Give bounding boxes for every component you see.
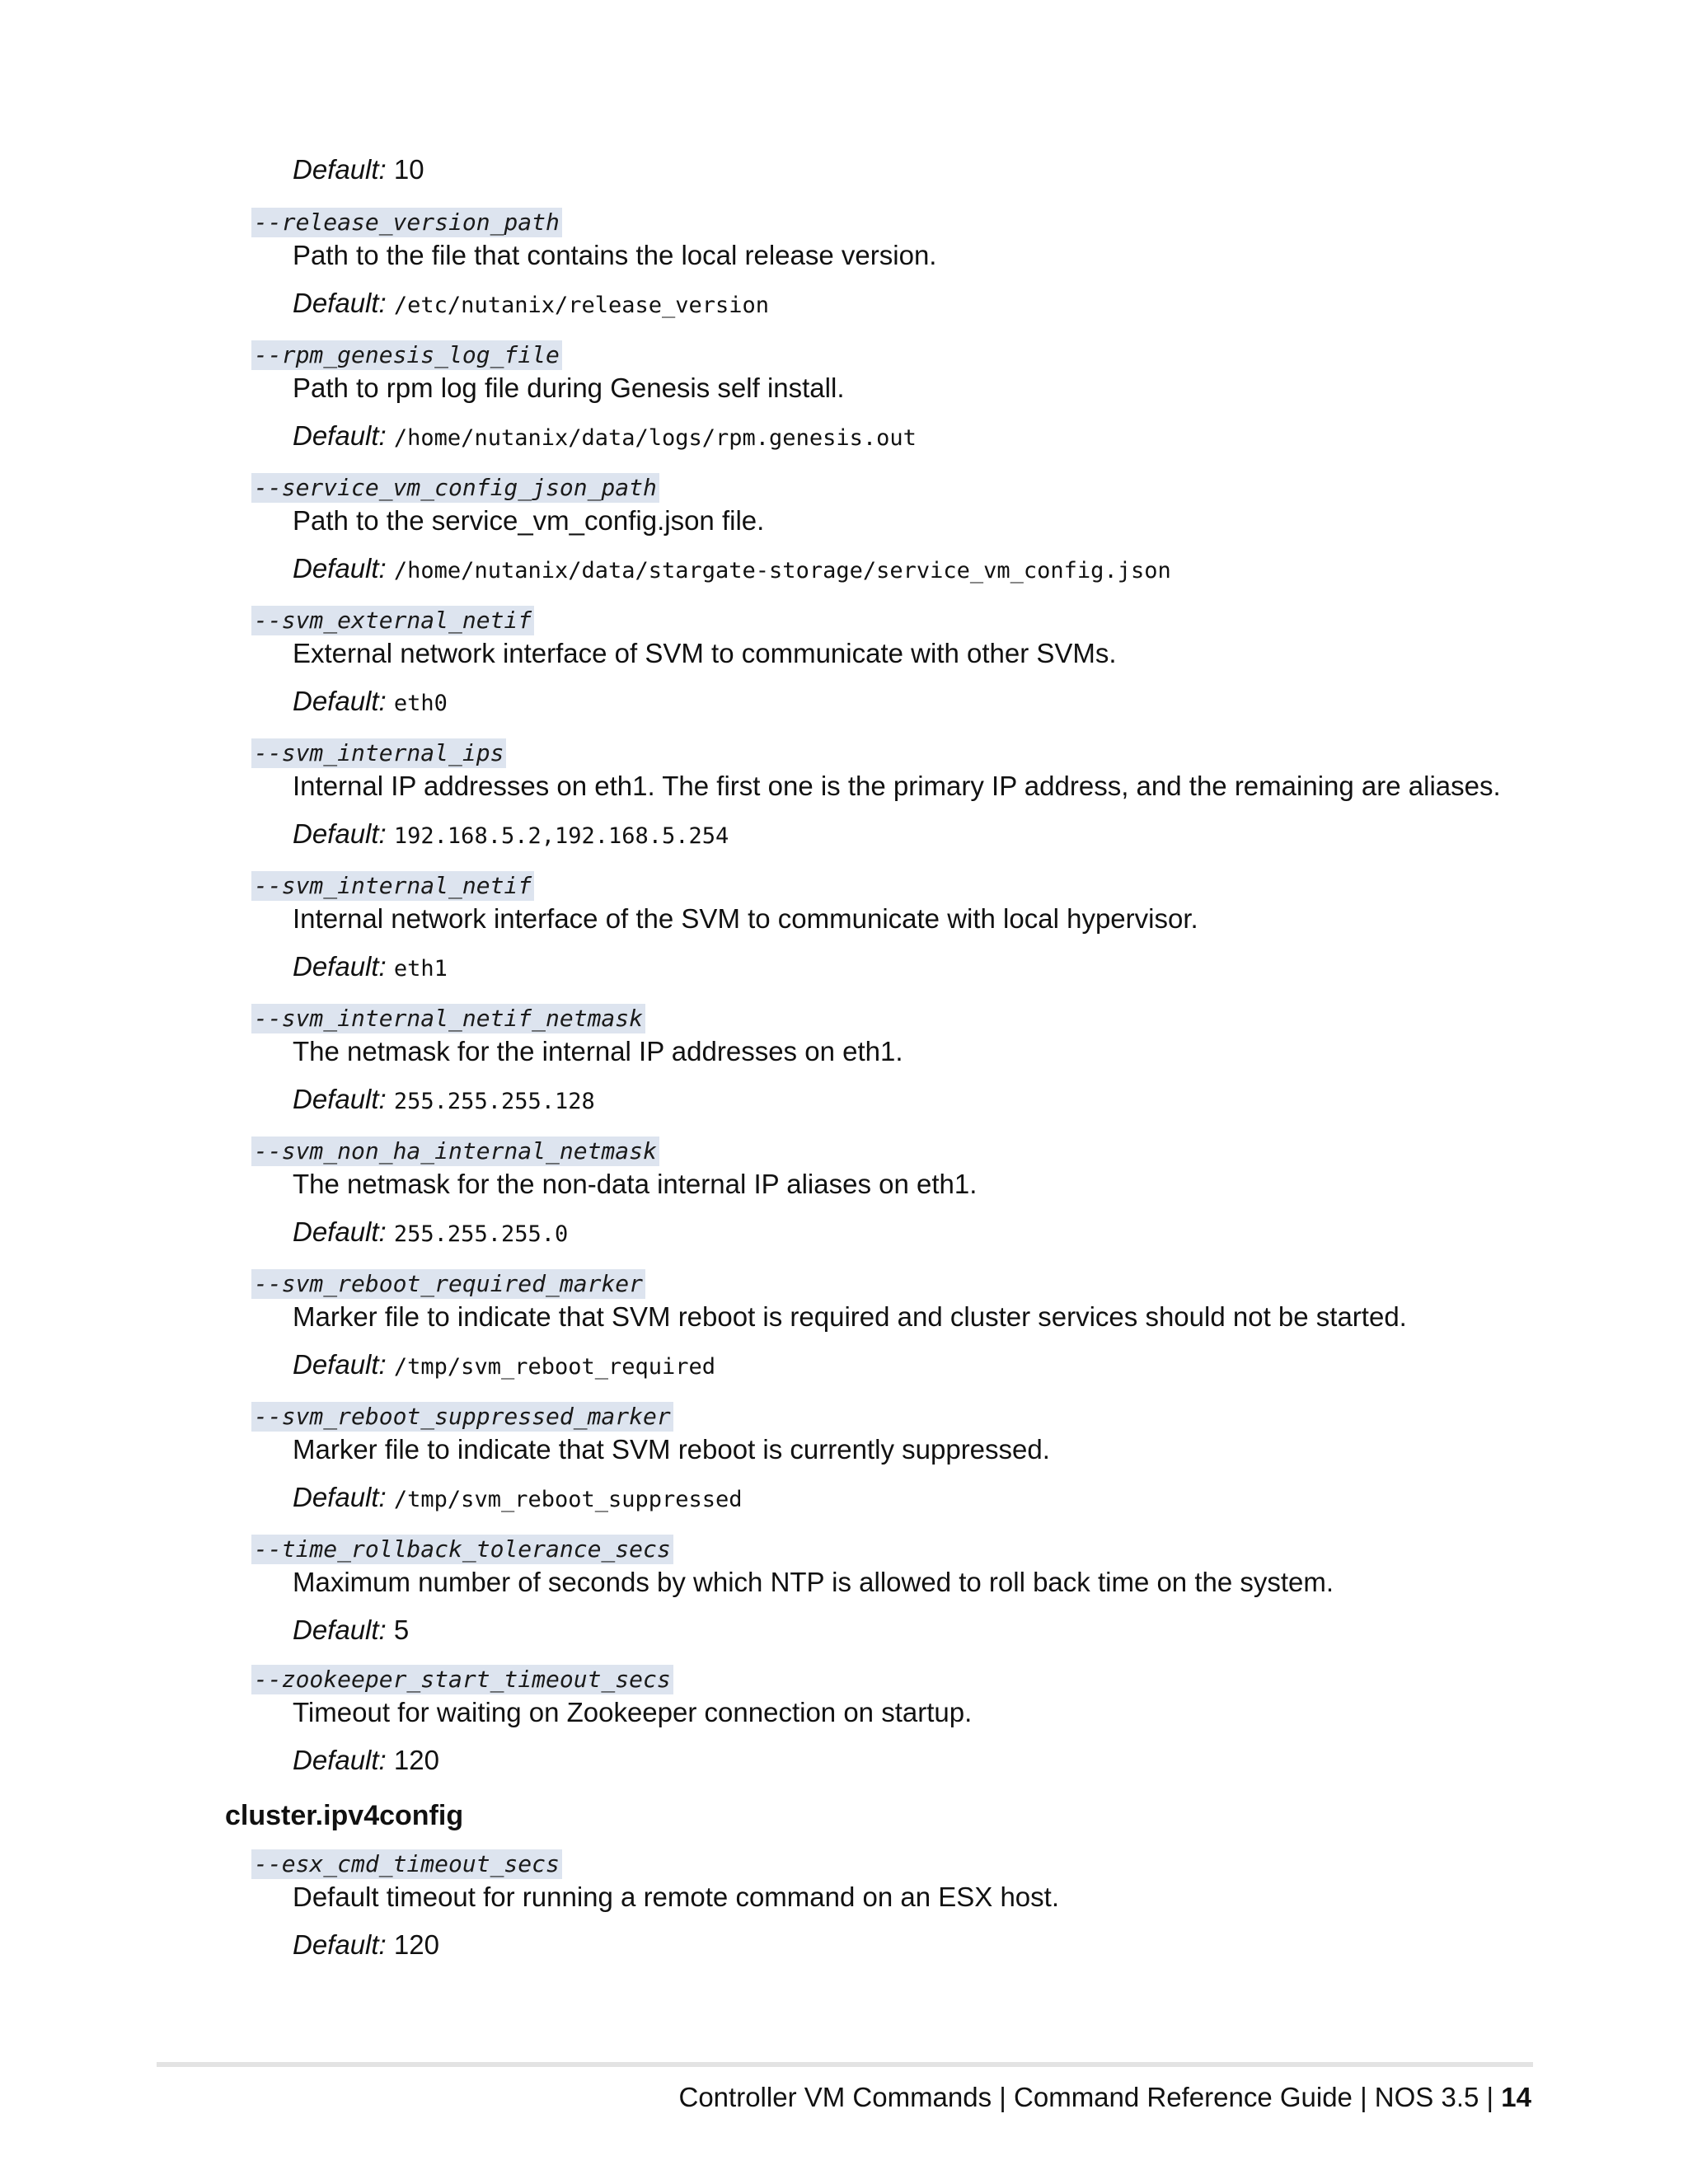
flag-entry	[0, 1269, 1688, 1384]
flag-name: --svm_internal_netif	[251, 871, 534, 901]
default-label: Default:	[293, 1482, 387, 1512]
flag-name: --svm_internal_ips	[251, 738, 506, 768]
default-label: Default:	[293, 1929, 387, 1960]
default-label: Default:	[293, 686, 387, 716]
default-value: eth0	[393, 691, 448, 716]
default-label: Default:	[293, 154, 387, 185]
flag-entry	[0, 871, 1688, 986]
flag-description: Timeout for waiting on Zookeeper connection on startup.	[293, 1697, 973, 1727]
default-value: 120	[393, 1929, 439, 1960]
flag-entry	[0, 340, 1688, 455]
default-label: Default:	[293, 420, 387, 451]
default-value: 255.255.255.128	[393, 1089, 595, 1114]
default-label: Default:	[293, 951, 387, 982]
flag-entry	[0, 1535, 1688, 1647]
flag-entry	[0, 473, 1688, 588]
flag-list	[0, 208, 1688, 1980]
flag-description: Marker file to indicate that SVM reboot is required and cluster services should not be started.	[293, 1301, 1407, 1332]
flag-entry	[0, 1402, 1688, 1516]
flag-default	[293, 685, 1688, 720]
default-label: Default:	[293, 1084, 387, 1114]
flag-default	[293, 287, 1688, 322]
flag-entry	[0, 1004, 1688, 1118]
lead-default-line	[293, 153, 424, 186]
default-value: 5	[393, 1615, 410, 1645]
flag-entry	[0, 208, 1688, 322]
flag-description: Default timeout for running a remote command on an ESX host.	[293, 1882, 1059, 1912]
flag-default	[293, 1348, 1688, 1384]
flag-entry	[0, 1137, 1688, 1251]
footer-rule	[157, 2062, 1533, 2067]
default-label: Default:	[293, 553, 387, 583]
flag-description: Internal IP addresses on eth1. The first one is the primary IP address, and the remaining are aliases.	[293, 771, 1501, 801]
flag-description: Path to rpm log file during Genesis self install.	[293, 373, 845, 403]
default-value: eth1	[393, 956, 448, 982]
flag-entry	[0, 1665, 1688, 1777]
flag-name: --svm_internal_netif_netmask	[251, 1004, 645, 1033]
flag-description: External network interface of SVM to communicate with other SVMs.	[293, 638, 1117, 668]
flag-name: --release_version_path	[251, 208, 562, 237]
flag-default	[293, 419, 1688, 455]
flag-group-ipv4config	[0, 1849, 1688, 1961]
flag-description: Path to the file that contains the local release version.	[293, 240, 937, 270]
default-value: /tmp/svm_reboot_required	[393, 1354, 716, 1380]
flag-default	[293, 1929, 1688, 1961]
flag-description: Maximum number of seconds by which NTP is allowed to roll back time on the system.	[293, 1567, 1334, 1597]
flag-description: Internal network interface of the SVM to communicate with local hypervisor.	[293, 903, 1198, 934]
default-value: /tmp/svm_reboot_suppressed	[393, 1487, 743, 1512]
flag-entry	[0, 606, 1688, 720]
flag-name: --svm_reboot_suppressed_marker	[251, 1402, 673, 1432]
flag-name: --rpm_genesis_log_file	[251, 340, 562, 370]
flag-entry	[0, 738, 1688, 853]
default-value: 120	[393, 1745, 439, 1775]
default-label: Default:	[293, 818, 387, 849]
default-label: Default:	[293, 1615, 387, 1645]
default-label: Default:	[293, 1745, 387, 1775]
default-label: Default:	[293, 288, 387, 318]
flag-description: Path to the service_vm_config.json file.	[293, 505, 765, 536]
flag-description: The netmask for the non-data internal IP aliases on eth1.	[293, 1169, 978, 1199]
flag-default	[293, 1216, 1688, 1251]
page-footer	[679, 2081, 1532, 2114]
page-number: 14	[1501, 2082, 1531, 2112]
default-value: /home/nutanix/data/stargate-storage/service_vm_config.json	[393, 558, 1171, 583]
flag-name: --svm_reboot_required_marker	[251, 1269, 645, 1299]
flag-name: --time_rollback_tolerance_secs	[251, 1535, 673, 1564]
flag-name: --esx_cmd_timeout_secs	[251, 1849, 562, 1879]
flag-default	[293, 1614, 1688, 1647]
flag-default	[293, 552, 1688, 588]
default-label: Default:	[293, 1349, 387, 1380]
flag-default	[293, 818, 1688, 853]
section-heading: cluster.ipv4config	[225, 1800, 464, 1831]
default-value: 192.168.5.2,192.168.5.254	[393, 823, 729, 849]
default-label: Default:	[293, 1216, 387, 1247]
flag-default	[293, 1083, 1688, 1118]
flag-entry	[0, 1849, 1688, 1961]
footer-text: Controller VM Commands | Command Reference Guide | NOS 3.5 |	[678, 2082, 1502, 2112]
flag-name: --svm_external_netif	[251, 606, 534, 635]
default-value: /etc/nutanix/release_version	[393, 293, 770, 318]
flag-name: --zookeeper_start_timeout_secs	[251, 1665, 673, 1694]
default-value: 10	[393, 154, 424, 185]
flag-description: Marker file to indicate that SVM reboot is currently suppressed.	[293, 1434, 1050, 1465]
default-value: /home/nutanix/data/logs/rpm.genesis.out	[393, 425, 917, 451]
flag-default	[293, 950, 1688, 986]
default-value: 255.255.255.0	[393, 1221, 569, 1247]
flag-default	[293, 1744, 1688, 1777]
flag-name: --service_vm_config_json_path	[251, 473, 659, 503]
flag-name: --svm_non_ha_internal_netmask	[251, 1137, 659, 1166]
flag-group-cluster	[0, 208, 1688, 1777]
flag-description: The netmask for the internal IP addresses on eth1.	[293, 1036, 903, 1066]
flag-default	[293, 1481, 1688, 1516]
